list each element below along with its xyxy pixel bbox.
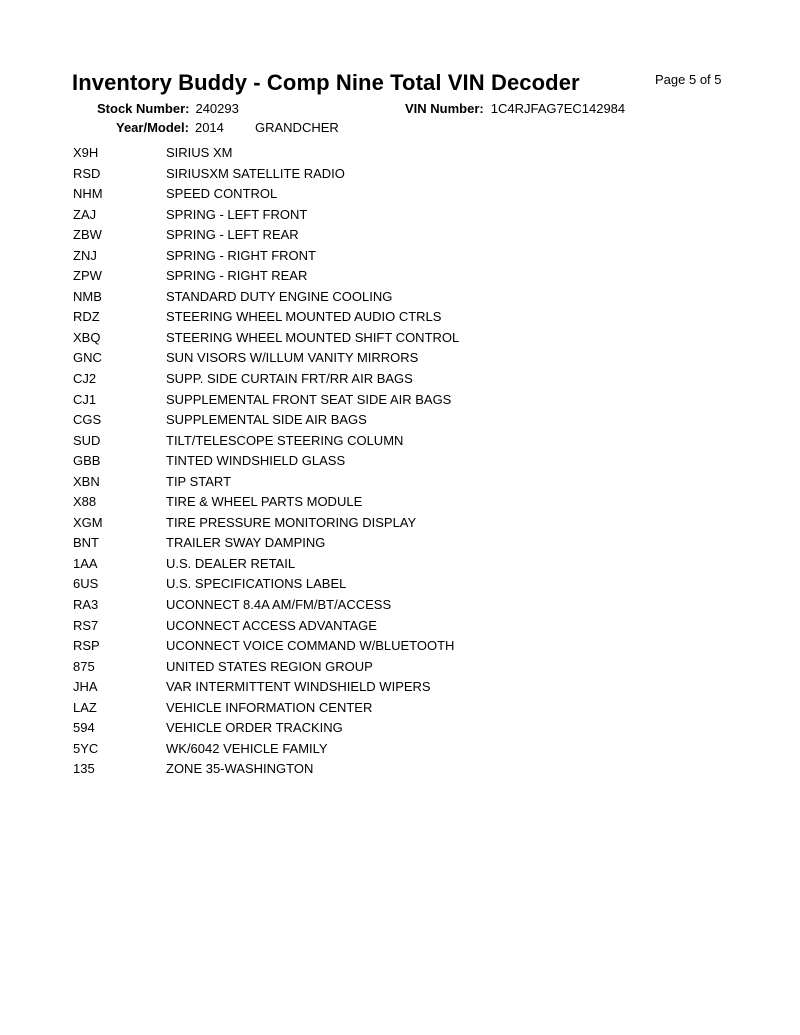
option-description: SPRING - LEFT FRONT xyxy=(166,206,308,222)
option-description: SPRING - RIGHT REAR xyxy=(166,268,308,284)
option-description: SPRING - LEFT REAR xyxy=(166,227,299,243)
option-code: ZNJ xyxy=(73,247,97,263)
option-code: X9H xyxy=(73,145,99,160)
option-code: CJ1 xyxy=(73,391,97,407)
option-code: XBN xyxy=(73,473,100,489)
option-code: NHM xyxy=(73,186,103,202)
option-code: RS7 xyxy=(73,617,99,633)
stock-number-field xyxy=(97,101,239,116)
option-code: 135 xyxy=(73,761,95,777)
option-code: 875 xyxy=(73,658,95,674)
option-code: BNT xyxy=(73,535,99,551)
option-description: TIRE PRESSURE MONITORING DISPLAY xyxy=(166,514,417,530)
option-description: WK/6042 VEHICLE FAMILY xyxy=(166,740,328,756)
option-description: U.S. DEALER RETAIL xyxy=(166,555,296,571)
option-description: TIRE & WHEEL PARTS MODULE xyxy=(166,494,363,510)
option-code: XBQ xyxy=(73,329,101,345)
option-code: X88 xyxy=(73,494,97,510)
option-code: XGM xyxy=(73,514,103,530)
option-description: SUPP. SIDE CURTAIN FRT/RR AIR BAGS xyxy=(166,371,413,387)
option-code: CJ2 xyxy=(73,371,97,387)
option-description: SPEED CONTROL xyxy=(166,186,278,202)
option-code: 594 xyxy=(73,720,95,736)
option-code: CGS xyxy=(73,412,102,428)
option-description: VEHICLE ORDER TRACKING xyxy=(166,720,343,736)
option-description: SIRIUSXM SATELLITE RADIO xyxy=(166,165,345,181)
option-description: VAR INTERMITTENT WINDSHIELD WIPERS xyxy=(166,679,431,695)
option-code: JHA xyxy=(73,679,98,695)
page-title: Inventory Buddy - Comp Nine Total VIN Decoder xyxy=(72,70,580,95)
option-code: RSD xyxy=(73,165,101,181)
stock-number-value: 240293 xyxy=(195,101,239,116)
option-description: TIP START xyxy=(166,473,232,489)
option-description: STANDARD DUTY ENGINE COOLING xyxy=(166,288,393,304)
model-value: GRANDCHER xyxy=(255,120,339,135)
option-description: TILT/TELESCOPE STEERING COLUMN xyxy=(166,432,404,448)
option-code: RA3 xyxy=(73,597,99,613)
option-code: 6US xyxy=(73,576,99,592)
option-code: NMB xyxy=(73,288,102,304)
option-code: GBB xyxy=(73,453,101,469)
option-description: SIRIUS XM xyxy=(166,145,233,160)
option-description: STEERING WHEEL MOUNTED AUDIO CTRLS xyxy=(166,309,442,325)
option-description: ZONE 35-WASHINGTON xyxy=(166,761,314,777)
vin-number-field xyxy=(405,101,625,116)
option-description: UCONNECT ACCESS ADVANTAGE xyxy=(166,617,377,633)
option-description: TINTED WINDSHIELD GLASS xyxy=(166,453,346,469)
option-code: ZBW xyxy=(73,227,102,243)
option-code: RSP xyxy=(73,638,100,654)
option-code: 5YC xyxy=(73,740,99,756)
option-code: GNC xyxy=(73,350,102,366)
option-description: VEHICLE INFORMATION CENTER xyxy=(166,699,373,715)
vin-number-label: VIN Number: xyxy=(405,101,484,116)
option-description: UCONNECT VOICE COMMAND W/BLUETOOTH xyxy=(166,638,455,654)
option-description: SUPPLEMENTAL FRONT SEAT SIDE AIR BAGS xyxy=(166,391,452,407)
option-code: ZPW xyxy=(73,268,102,284)
option-code: LAZ xyxy=(73,699,97,715)
option-description: U.S. SPECIFICATIONS LABEL xyxy=(166,576,347,592)
page-number: Page 5 of 5 xyxy=(655,72,722,87)
option-description: SUPPLEMENTAL SIDE AIR BAGS xyxy=(166,412,367,428)
option-description: SPRING - RIGHT FRONT xyxy=(166,247,316,263)
option-code: SUD xyxy=(73,432,101,448)
option-description: STEERING WHEEL MOUNTED SHIFT CONTROL xyxy=(166,329,460,345)
option-description: UNITED STATES REGION GROUP xyxy=(166,658,373,674)
year-model-field xyxy=(116,120,339,135)
stock-number-label: Stock Number: xyxy=(97,101,190,116)
option-description: TRAILER SWAY DAMPING xyxy=(166,535,326,551)
year-model-label: Year/Model: xyxy=(116,120,189,135)
option-code: 1AA xyxy=(73,555,98,571)
year-value: 2014 xyxy=(194,120,224,135)
option-code: ZAJ xyxy=(73,206,97,222)
option-code: RDZ xyxy=(73,309,100,325)
option-description: SUN VISORS W/ILLUM VANITY MIRRORS xyxy=(166,350,419,366)
option-description: UCONNECT 8.4A AM/FM/BT/ACCESS xyxy=(166,597,392,613)
vin-number-value: 1C4RJFAG7EC142984 xyxy=(490,101,626,116)
